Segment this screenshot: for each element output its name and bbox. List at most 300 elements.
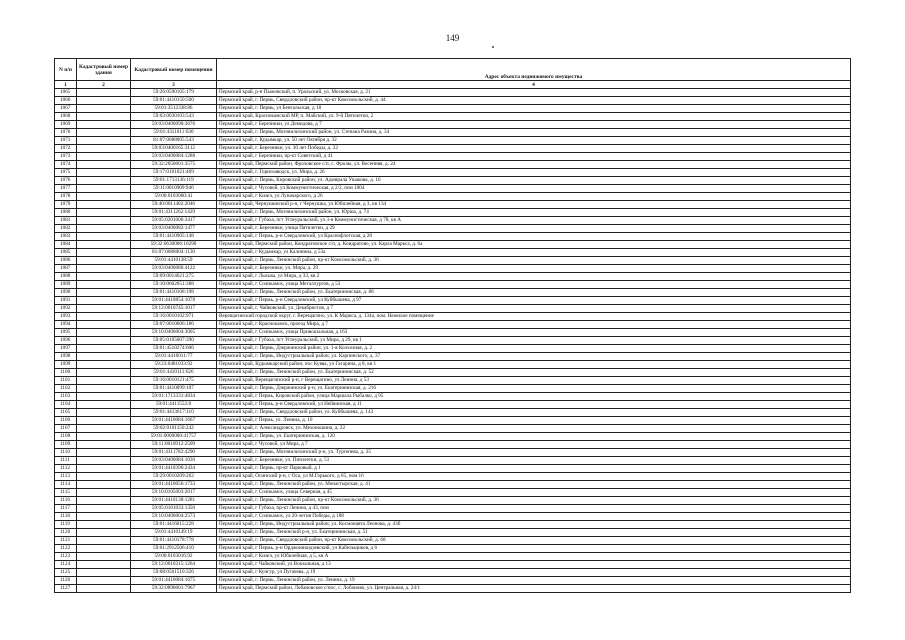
building-cadastral-cell [77,409,131,417]
table-row [55,297,851,305]
building-cadastral-cell [77,177,131,185]
building-cadastral-cell [77,129,131,137]
row-number: 1089 [55,281,77,289]
row-number: 1083 [55,233,77,241]
address-cell: Пермский край, г Пермь, р-н Орджоникидзевский, ул Кабельщиков, д 6 [217,545,851,553]
table-row [55,417,851,425]
building-cadastral-cell [77,169,131,177]
address-cell: Пермский край, г Кизел, ул Юбилейная, д 5, кв А [217,553,851,561]
address-cell: Пермский край, г. Пермь, ул Бенгальская, д 18 [217,105,851,113]
premises-cadastral-cell: 59:01:4410905:148 [131,233,217,241]
table-row [55,537,851,545]
building-cadastral-cell [77,113,131,121]
table-row [55,121,851,129]
table-row [55,97,851,105]
building-cadastral-cell [77,225,131,233]
premises-cadastral-cell: 59:01:4410108:198 [131,289,217,297]
premises-cadastral-cell: 81:07:0088004:1130 [131,249,217,257]
row-number: 1114 [55,481,77,489]
premises-cadastral-cell: 59:10:0406004:3005 [131,329,217,337]
table-row [55,289,851,297]
building-cadastral-cell [77,505,131,513]
address-cell: Пермский край, Пермский район, Кондратовское с/п, д. Кондратово, ул. Карла Маркса, д. 6а [217,241,851,249]
premises-cadastral-cell: 81:07:0088005:543 [131,137,217,145]
table-row [55,257,851,265]
building-cadastral-cell [77,281,131,289]
table-row [55,465,851,473]
table-row [55,281,851,289]
building-cadastral-cell [77,393,131,401]
table-row [55,145,851,153]
row-number: 1106 [55,417,77,425]
row-number: 1117 [55,505,77,513]
table-row [55,385,851,393]
address-cell: Пермский край, г Соликамск, улица Привокзальная, д 163 [217,329,851,337]
table-row [55,105,851,113]
address-cell: Пермский край, г Кизел, ул Луначарского, д 26 [217,193,851,201]
table-row [55,177,851,185]
building-cadastral-cell [77,97,131,105]
building-cadastral-cell [77,121,131,129]
address-cell: Пермский край, Чернушинский р-н, г Чернушка, ул Юбилейная, д 3, кв 134 [217,201,851,209]
table-row [55,449,851,457]
address-cell: Верещагинский городской округ, г. Верещагино, ул. К Маркса, д. 134а, пом. Нежилое помещение [217,313,851,321]
building-cadastral-cell [77,257,131,265]
table-row [55,185,851,193]
table-row [55,393,851,401]
premises-cadastral-cell: 59:01:4410056:1733 [131,481,217,489]
address-cell: Пермский край, г. Пермь, Ленинский район, ул. Монастырская, д. 41 [217,481,851,489]
premises-cadastral-cell: 59:03:0400084:1030 [131,457,217,465]
row-number: 1100 [55,369,77,377]
row-number: 1099 [55,361,77,369]
address-cell: Пермский край, г Лысьва, ул Мира, д 33, кв 2 [217,273,851,281]
table-row [55,241,851,249]
address-cell: Пермский край, г. Березники, улица Пятилетки, д 29 [217,225,851,233]
table-row [55,441,851,449]
row-number: 1084 [55,241,77,249]
building-cadastral-cell [77,201,131,209]
row-number: 1075 [55,169,77,177]
table-row [55,249,851,257]
building-cadastral-cell [77,449,131,457]
table-row [55,361,851,369]
building-cadastral-cell [77,217,131,225]
premises-cadastral-cell: 59:01:4510274:606 [131,345,217,353]
table-row [55,473,851,481]
address-cell: Пермский край, г. Пермь, Дзержинский район, ул. 1-я Колхозная, д. 2 [217,345,851,353]
address-cell: Пермский край, г Березники, ул Демидова, д 7 [217,121,851,129]
address-cell: Пермский край, г. Березники, ул. Пятилетки, д. 51 [217,457,851,465]
row-number: 1107 [55,425,77,433]
row-number: 1077 [55,185,77,193]
table-row [55,273,851,281]
row-number: 1108 [55,433,77,441]
page-mark [492,46,494,48]
table-row [55,401,851,409]
table-row [55,489,851,497]
table-row [55,89,851,97]
address-cell: Пермский край, г Губаха, пгт Углеуральский, ул Мира, д 29, кв 1 [217,337,851,345]
address-cell: Пермский край, г Соликамск, улица Северная, д 45 [217,489,851,497]
table-row [55,433,851,441]
row-number: 1111 [55,457,77,465]
building-cadastral-cell [77,521,131,529]
address-cell: Пермский край, г Кудымкар, ул Калинина, д 53а [217,249,851,257]
building-cadastral-cell [77,89,131,97]
table-row [55,409,851,417]
address-cell: Пермский край, г. Пермь, Мотовилихинский район, ул. Степана Разина, д. 34 [217,129,851,137]
address-cell: Пермский край, г. Пермь, Ленинский район, ул. Ленина, д. 19 [217,577,851,585]
building-cadastral-cell [77,361,131,369]
building-cadastral-cell [77,185,131,193]
row-number: 1067 [55,105,77,113]
premises-cadastral-cell: 59:26:0590105:179 [131,89,217,97]
premises-cadastral-cell: 59:01:4410178:778 [131,537,217,545]
premises-cadastral-cell: 59:09:0014621:275 [131,273,217,281]
row-number: 1069 [55,121,77,129]
table-row [55,561,851,569]
row-number: 1093 [55,313,77,321]
premises-cadastral-cell: 59:01:4410149:19 [131,529,217,537]
building-cadastral-cell [77,313,131,321]
premises-cadastral-cell: 59:01:4416015:228 [131,521,217,529]
building-cadastral-cell [77,193,131,201]
address-cell: Пермский край, г Кунгур, ул Пугачева, д 19 [217,569,851,577]
row-number: 1109 [55,441,77,449]
property-table [54,58,851,593]
premises-cadastral-cell: 59:01:4410854:1078 [131,297,217,305]
row-number: 1092 [55,305,77,313]
building-cadastral-cell [77,513,131,521]
building-cadastral-cell [77,529,131,537]
premises-cadastral-cell: 59:10:0105003:2017 [131,489,217,497]
premises-cadastral-cell: 59:08:0501510:326 [131,569,217,577]
premises-cadastral-cell: 59:40:0011402:2046 [131,201,217,209]
address-cell: Пермский край, г. Пермь, Ленинский р-н, ул. Екатерининская, д. 51 [217,529,851,537]
table-row [55,113,851,121]
premises-cadastral-cell: 59:16:0010121:475 [131,377,217,385]
premises-cadastral-cell: 59:01:4410084:1667 [131,417,217,425]
building-cadastral-cell [77,369,131,377]
table-row [55,217,851,225]
row-number: 1110 [55,449,77,457]
address-cell: Пермский край, Осинский р-н, г Оса, ул М.Горького, д 65, пом 16 [217,473,851,481]
table-row [55,577,851,585]
row-number: 1073 [55,153,77,161]
building-cadastral-cell [77,401,131,409]
table-row [55,457,851,465]
table-row [55,137,851,145]
address-cell: Пермский край, г Пермь, р-н Свердловский, ул Куйбышева, д 97 [217,297,851,305]
table-row [55,505,851,513]
premises-cadastral-cell: 59:01:4413617:110 [131,409,217,417]
premises-cadastral-cell: 59:01:4410099:107 [131,385,217,393]
row-number: 1115 [55,489,77,497]
table-row [55,545,851,553]
building-cadastral-cell [77,441,131,449]
address-cell: Пермский край, г Пермь, р-н Свердловский, ул Краснофлотская, д 28 [217,233,851,241]
premises-cadastral-cell: 59:12:0010745:1017 [131,305,217,313]
row-number: 1079 [55,201,77,209]
premises-cadastral-cell: 59:16:0010102:971 [131,313,217,321]
address-cell: Пермский край, г. Кудымкар, ул. 50 лет Октября д. 32 [217,137,851,145]
row-number: 1090 [55,289,77,297]
row-number: 1070 [55,129,77,137]
premises-cadastral-cell: 59:05:0101033:1350 [131,505,217,513]
row-number: 1116 [55,497,77,505]
table-row [55,169,851,177]
building-cadastral-cell [77,465,131,473]
address-cell: Пермский край, г Чайковский, ул Вокзальная, д 13 [217,561,851,569]
table-row [55,225,851,233]
table-row [55,425,851,433]
table-body [55,89,851,593]
building-cadastral-cell [77,345,131,353]
building-cadastral-cell [77,305,131,313]
building-cadastral-cell [77,481,131,489]
table-row [55,569,851,577]
table-row [55,345,851,353]
address-cell: Пермский край, г Губаха, пгт Углеуральский, ул 3-я Коммунистическая, д 78, кв А [217,217,851,225]
table-row [55,233,851,241]
row-number: 1123 [55,553,77,561]
row-number: 1101 [55,377,77,385]
address-cell: Пермский край, Кудымкарский район, пос Кувва, ул Гагарина, д 8, кв 1 [217,361,851,369]
table-row [55,585,851,593]
premises-cadastral-cell: 59:01:4410138:59 [131,257,217,265]
table-row [55,497,851,505]
address-cell: Пермский край, г. Пермь, Мотовилихинский район, ул. Юрша, д. 74 [217,209,851,217]
premises-cadastral-cell: 59:32:0890001:7967 [131,585,217,593]
address-cell: Пермский край, г Пермь, р-н Свердловский, ул Нейвинская, д 11 [217,401,851,409]
table-row [55,337,851,345]
row-number: 1094 [55,321,77,329]
row-number: 1122 [55,545,77,553]
address-cell: Пермский край, г. Березники, ул. Мира, д. 29 [217,265,851,273]
building-cadastral-cell [77,433,131,441]
row-number: 1112 [55,465,77,473]
premises-cadastral-cell: 59:23:0481033:92 [131,361,217,369]
header-row [55,59,851,81]
table-row [55,193,851,201]
building-cadastral-cell [77,417,131,425]
col-number: 2 [77,81,131,89]
address-cell: Пермский край, г Чусовой, ул Мира, д 7 [217,441,851,449]
address-cell: Пермский край, г. Александровск, ул. Мехоношина, д. 22 [217,425,851,433]
row-number: 1091 [55,297,77,305]
premises-cadastral-cell: 59:03:0400084:1288 [131,153,217,161]
premises-cadastral-cell: 59:01:3512338:86 [131,105,217,113]
address-cell: Пермский край, г. Пермь, Свердловский район, пр-кт Комсомольский, д. 44 [217,97,851,105]
address-cell: Пермский край, г. Пермь, Индустриальный район, ул. Космонавта Леонова, д. 43б [217,521,851,529]
row-number: 1072 [55,145,77,153]
address-cell: Пермский край, г Пермь, ул. Ленина, д. 10 [217,417,851,425]
premises-cadastral-cell: 59:01:4311011:630 [131,129,217,137]
row-number: 1127 [55,585,77,593]
premises-cadastral-cell: 59:10:0406004:2573 [131,513,217,521]
address-cell: Пермский край, г. Пермь, Свердловский район, ул. Куйбышева, д. 143 [217,409,851,417]
building-cadastral-cell [77,569,131,577]
row-number: 1068 [55,113,77,121]
premises-cadastral-cell: 59:03:0400090:3676 [131,121,217,129]
address-cell: Пермский край, г. Пермь, Свердловский район, пр-кт Комсомольский, д. 68 [217,537,851,545]
building-cadastral-cell [77,273,131,281]
row-number: 1118 [55,513,77,521]
premises-cadastral-cell: 59:32:0630006:10290 [131,241,217,249]
address-cell: Пермский край, г Краснокамск, проезд Мира, д 7 [217,321,851,329]
address-cell: Пермский край, г. Горнозаводск, ул. Мира, д. 26 [217,169,851,177]
building-cadastral-cell [77,161,131,169]
address-cell: Пермский край, г. Пермь, Мотовилихинский р-н, ул. Тургенева, д. 35 [217,449,851,457]
row-number: 1065 [55,89,77,97]
building-cadastral-cell [77,105,131,113]
row-number: 1121 [55,537,77,545]
row-number: 1104 [55,401,77,409]
building-cadastral-cell [77,577,131,585]
address-cell: Пермский край, Пермский район, Лобановское с/пос, с. Лобаново, ул. Центральная, д. 24/1 [217,585,851,593]
address-cell: Пермский край, р-н Пыжовский, п. Уральский, ул. Московская, д. 21 [217,89,851,97]
header-address: Адрес объекта недвижимого имущества [217,59,851,81]
row-number: 1088 [55,273,77,281]
building-cadastral-cell [77,425,131,433]
address-cell: Пермский край, г Губаха, пр-кт Ленина, д 43, пом [217,505,851,513]
address-cell: Пермский край, г. Пермь, Ленинский район, пр-кт Комсомольский, д. 36 [217,257,851,265]
premises-cadastral-cell: 59:01:4410396:2434 [131,465,217,473]
table-row [55,529,851,537]
building-cadastral-cell [77,233,131,241]
premises-cadastral-cell: 59:01:4416011:77 [131,353,217,361]
building-cadastral-cell [77,545,131,553]
row-number: 1078 [55,193,77,201]
row-number: 1071 [55,137,77,145]
col-number: 4 [217,81,851,89]
premises-cadastral-cell: 59:03:0400086:4122 [131,265,217,273]
address-cell: Пермский край, г. Пермь, Ленинский район, ул. Екатерининская, д. 52 [217,369,851,377]
table-row [55,265,851,273]
building-cadastral-cell [77,561,131,569]
table-row [55,153,851,161]
premises-cadastral-cell: 59:01:4410138:1281 [131,497,217,505]
building-cadastral-cell [77,137,131,145]
premises-cadastral-cell: 59:01:4311262:1429 [131,209,217,217]
row-number: 1066 [55,97,77,105]
premises-cadastral-cell: 59:03:0400165:3112 [131,145,217,153]
premises-cadastral-cell: 59:29:0010209:262 [131,473,217,481]
table-row [55,209,851,217]
building-cadastral-cell [77,585,131,593]
premises-cadastral-cell: 59:01:4311782:4290 [131,449,217,457]
premises-cadastral-cell: 59:01:2912506:410 [131,545,217,553]
address-cell: Пермский край, г. Пермь, пр-кт Парковый, д 1 [217,465,851,473]
row-number: 1103 [55,393,77,401]
building-cadastral-cell [77,265,131,273]
address-cell: Пермский край, г. Пермь, Ленинский район, пр-кт Комсомольский, д. 36 [217,497,851,505]
header-num: N п/п [55,59,77,81]
premises-cadastral-cell: 59:01:4410084:1675 [131,577,217,585]
table-row [55,201,851,209]
premises-cadastral-cell: 59:03:0400082:1477 [131,225,217,233]
row-number: 1080 [55,209,77,217]
row-number: 1125 [55,569,77,577]
building-cadastral-cell [77,321,131,329]
premises-cadastral-cell: 59:01:0000000:41757 [131,433,217,441]
address-cell: Пермский край, г Березники, пр-кт Советский, д 41 [217,153,851,161]
building-cadastral-cell [77,329,131,337]
building-cadastral-cell [77,249,131,257]
building-cadastral-cell [77,241,131,249]
row-number: 1097 [55,345,77,353]
table-row [55,305,851,313]
address-cell: Пермский край, г. Пермь, Кировский район, ул. Адмирала Ушакова, д. 16 [217,177,851,185]
table-row [55,513,851,521]
premises-cadastral-cell: 59:11:0010912:2509 [131,441,217,449]
premises-cadastral-cell: 59:01:4410111:626 [131,369,217,377]
row-number: 1124 [55,561,77,569]
row-number: 1126 [55,577,77,585]
building-cadastral-cell [77,153,131,161]
col-number: 3 [131,81,217,89]
premises-cadastral-cell: 59:01:1713136:119 [131,177,217,185]
row-number: 1074 [55,161,77,169]
address-cell: Пермский край, Верещагинский р-н, г Верещагино, ул Ленина, д 53 [217,377,851,385]
premises-cadastral-cell: 59:01:1713331:4834 [131,393,217,401]
address-cell: Пермский край, г. Пермь, ул. Екатерининская, д. 120 [217,433,851,441]
premises-cadastral-cell: 59:12:0010315:1264 [131,561,217,569]
building-cadastral-cell [77,145,131,153]
row-number: 1113 [55,473,77,481]
table-row [55,313,851,321]
row-number: 1096 [55,337,77,345]
header-building: Кадастровый номер здания [77,59,131,81]
address-cell: Пермский край, г. Пермь, Ленинский район, ул. Екатерининская, д. 88 [217,289,851,297]
premises-cadastral-cell: 59:05:0201006:3417 [131,217,217,225]
row-number: 1095 [55,329,77,337]
address-cell: Пермский край, г Чусовой, ул Коммунистическая, д 2/2, пом 1004 [217,185,851,193]
premises-cadastral-cell: 59:05:0105007:390 [131,337,217,345]
page-number: 149 [445,33,460,43]
row-number: 1119 [55,521,77,529]
column-numbers-row [55,81,851,89]
col-number: 1 [55,81,77,89]
row-number: 1086 [55,257,77,265]
address-cell: Пермский край, г Соликамск, ул 20-летия Победы, д 188 [217,513,851,521]
table-row [55,353,851,361]
premises-cadastral-cell: 59:07:0010606:186 [131,321,217,329]
address-cell: Пермский край, г. Пермь, Индустриальный район, ул. Карпинского, д. 37 [217,353,851,361]
address-cell: Пермский край, Пермский район, Фроловское с/п, с. Фролы, ул. Весенняя, д. 24 [217,161,851,169]
building-cadastral-cell [77,457,131,465]
header-premises: Кадастровый номер помещения [131,59,217,81]
address-cell: Пермский край, г Соликамск, улица Металлургов, д 53 [217,281,851,289]
premises-cadastral-cell: 59:10:0602051:388 [131,281,217,289]
table-row [55,369,851,377]
table-row [55,553,851,561]
row-number: 1081 [55,217,77,225]
building-cadastral-cell [77,537,131,545]
building-cadastral-cell [77,209,131,217]
address-cell: Пермский край, Краснокамский МР, п. Майский, ул. 9-й Пятилетки, 2 [217,113,851,121]
building-cadastral-cell [77,289,131,297]
row-number: 1120 [55,529,77,537]
building-cadastral-cell [77,497,131,505]
row-number: 1105 [55,409,77,417]
row-number: 1098 [55,353,77,361]
premises-cadastral-cell: 59:11:0010909:946 [131,185,217,193]
premises-cadastral-cell: 59:06:0103016:92 [131,553,217,561]
table-row [55,481,851,489]
building-cadastral-cell [77,353,131,361]
